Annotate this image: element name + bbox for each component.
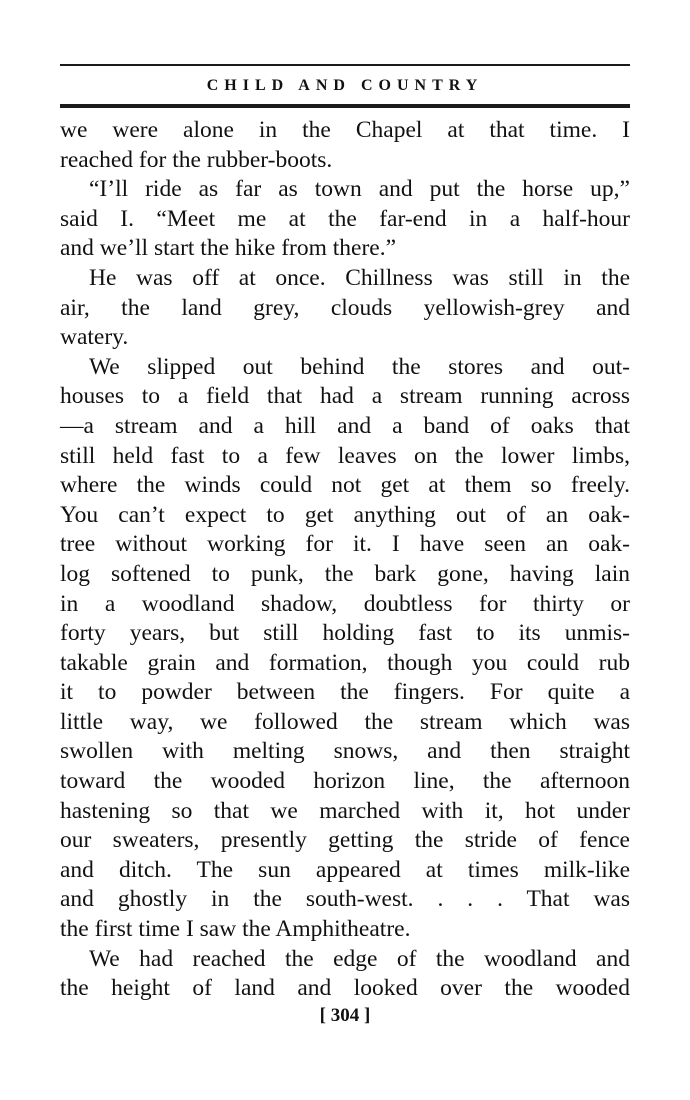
text-line: said I. “Meet me at the far-end in a half-hour bbox=[60, 205, 630, 232]
text-line: You can’t expect to get anything out of an oak- bbox=[60, 501, 630, 528]
text-line: We slipped out behind the stores and out- bbox=[89, 353, 630, 380]
text-line: air, the land grey, clouds yellowish-grey and bbox=[60, 294, 630, 321]
text-line: the height of land and looked over the wooded bbox=[60, 975, 630, 1002]
text-line: swollen with melting snows, and then straight bbox=[60, 738, 630, 765]
header-rule-top bbox=[60, 64, 630, 66]
text-line: —a stream and a hill and a band of oaks that bbox=[60, 412, 630, 439]
text-line: houses to a field that had a stream running across bbox=[60, 383, 630, 410]
text-line: our sweaters, presently getting the stride of fence bbox=[60, 827, 630, 854]
text-line: tree without working for it. I have seen an oak- bbox=[60, 531, 630, 558]
text-line: “I’ll ride as far as town and put the horse up,” bbox=[89, 176, 630, 203]
text-line: we were alone in the Chapel at that time. I bbox=[60, 117, 630, 143]
text-line: and we’ll start the hike from there.” bbox=[60, 235, 397, 262]
text-line: where the winds could not get at them so freely. bbox=[60, 472, 630, 499]
text-line: in a woodland shadow, doubtless for thirty or bbox=[60, 590, 630, 617]
text-line: We had reached the edge of the woodland and bbox=[89, 945, 630, 972]
page-number: [ 304 ] bbox=[319, 1005, 371, 1026]
text-line: still held fast to a few leaves on the lower limbs, bbox=[60, 442, 630, 469]
text-line: takable grain and formation, though you could rub bbox=[60, 649, 630, 676]
text-line: and ghostly in the south-west. . . . That was bbox=[60, 886, 630, 913]
text-line: the first time I saw the Amphitheatre. bbox=[60, 916, 411, 943]
text-line: toward the wooded horizon line, the afternoon bbox=[60, 768, 630, 795]
text-line: log softened to punk, the bark gone, having lain bbox=[60, 560, 630, 587]
text-line: hastening so that we marched with it, hot under bbox=[60, 797, 630, 824]
text-line: reached for the rubber-boots. bbox=[60, 146, 333, 173]
text-line: little way, we followed the stream which was bbox=[60, 708, 630, 735]
body-text bbox=[60, 116, 630, 1004]
text-line: it to powder between the fingers. For quite a bbox=[60, 679, 630, 706]
text-line: watery. bbox=[60, 324, 129, 351]
text-line: forty years, but still holding fast to its unmis- bbox=[60, 620, 630, 647]
header-rule-bottom bbox=[60, 104, 630, 108]
running-head: CHILD AND COUNTRY bbox=[206, 77, 484, 94]
text-line: He was off at once. Chillness was still in the bbox=[89, 264, 630, 291]
text-line: and ditch. The sun appeared at times milk-like bbox=[60, 856, 630, 883]
